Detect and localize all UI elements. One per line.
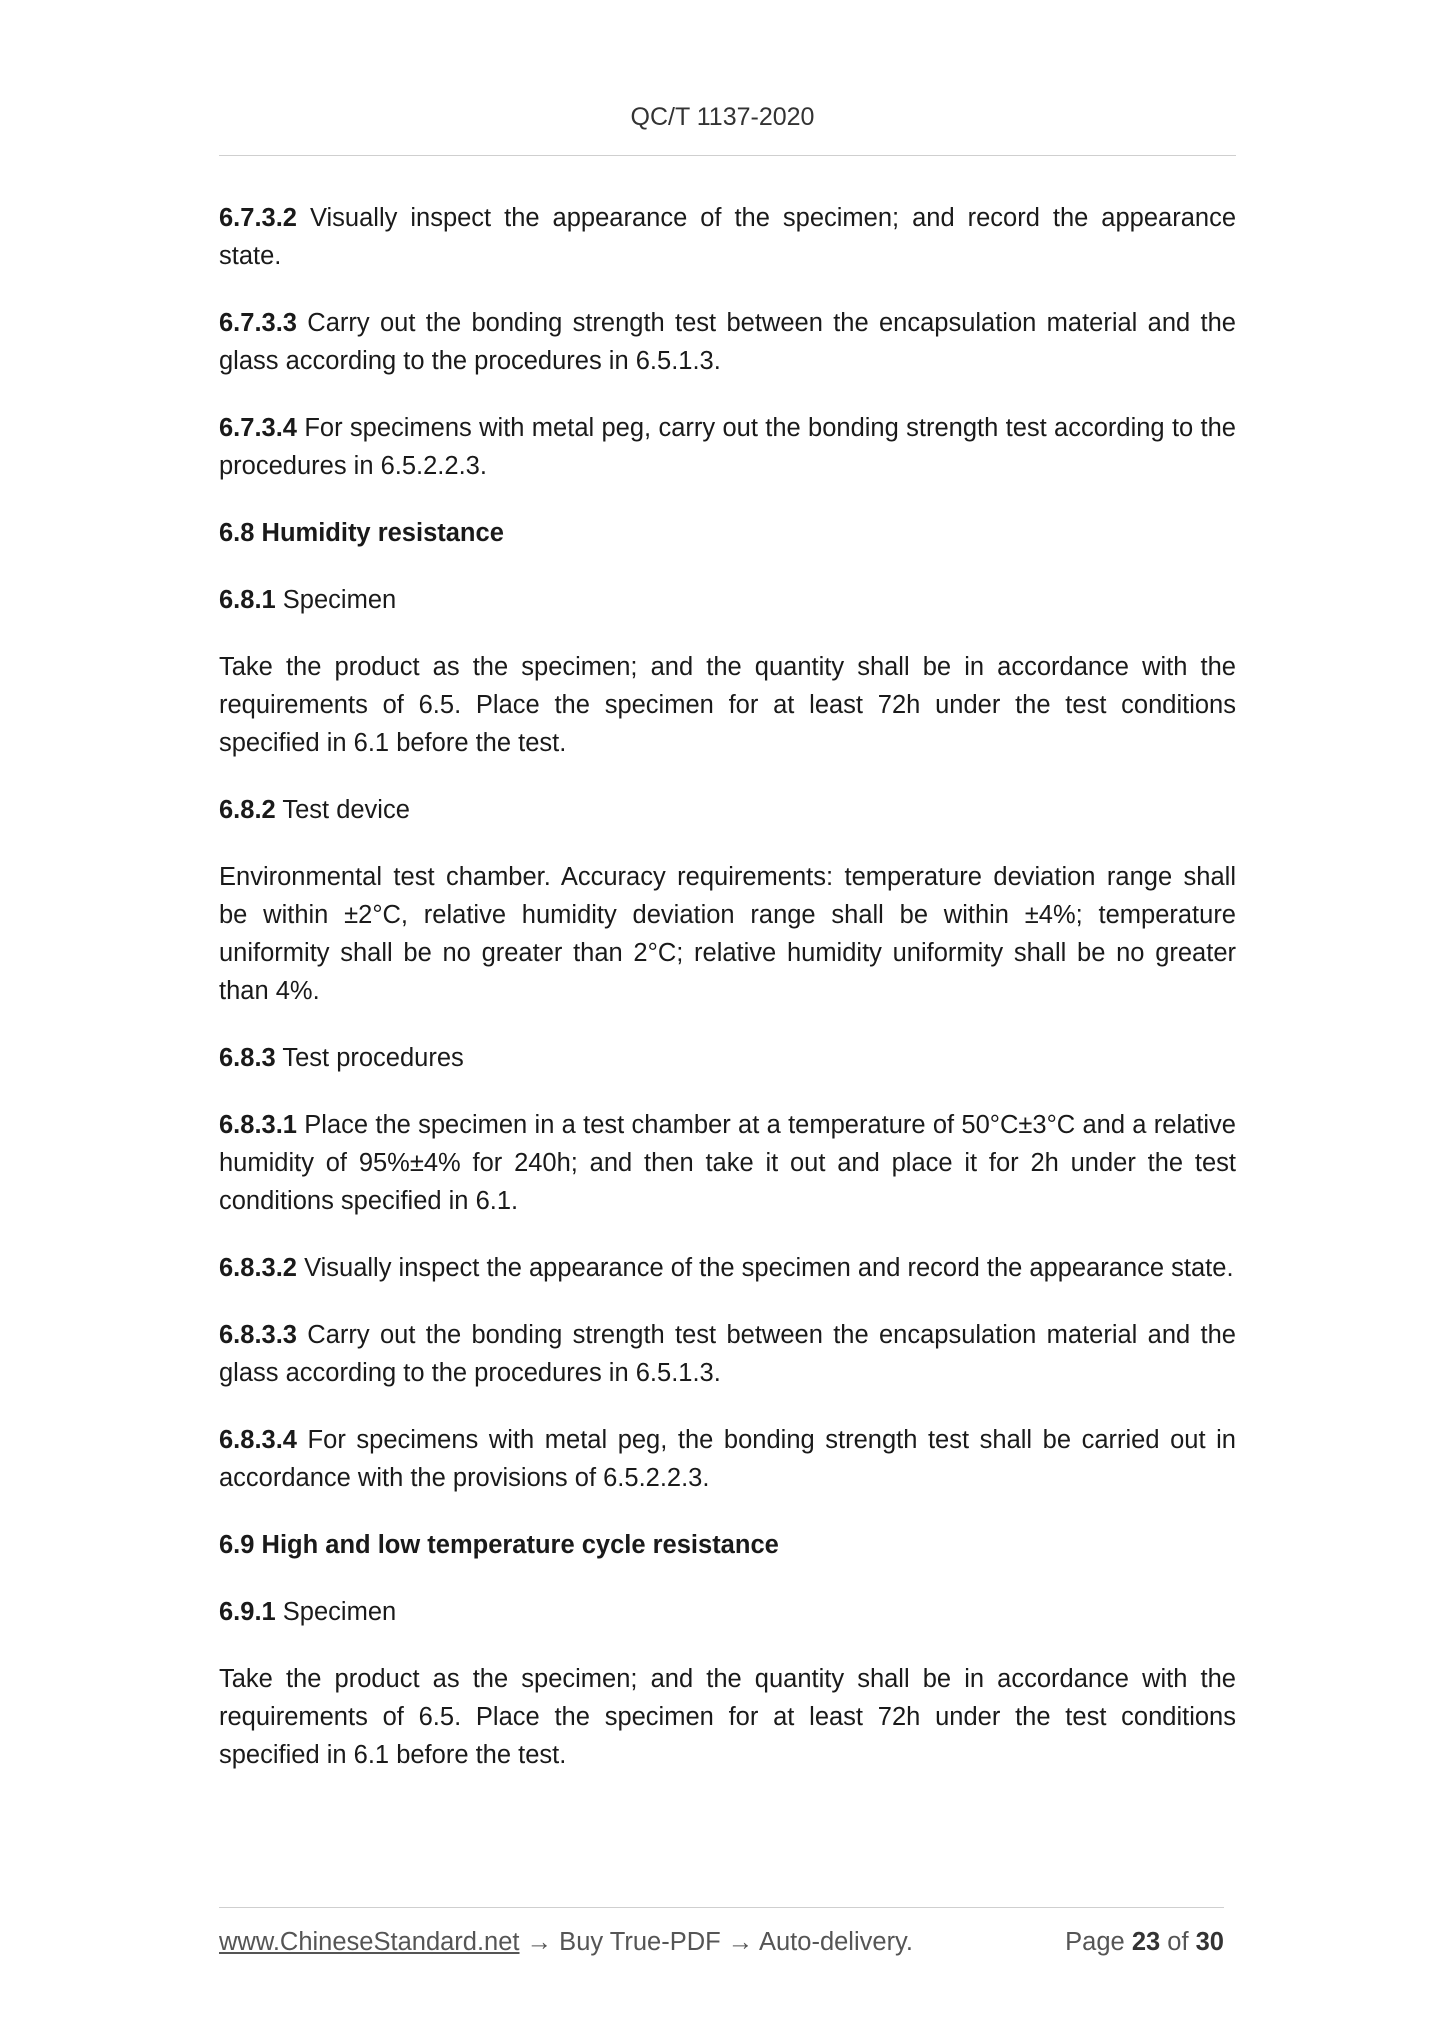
footer-divider [219, 1907, 1224, 1908]
clause-text: Specimen [275, 586, 397, 614]
clause-number: 6.7.3.3 [219, 309, 297, 337]
total-pages: 30 [1195, 1928, 1224, 1956]
page-prefix: Page [1065, 1928, 1132, 1956]
clause-number: 6.8.1 [219, 586, 276, 614]
clause-text: Take the product as the specimen; and the quantity shall be in accordance with the requirements of 6.5. Place the specimen for at least 72h under the test conditions specified in 6.1 before the test. [219, 653, 1236, 757]
clause-text: Specimen [275, 1598, 397, 1626]
clause-number: 6.8.3.3 [219, 1321, 297, 1349]
clause-number: 6.8.2 [219, 796, 276, 824]
clause-number: 6.7.3.4 [219, 414, 297, 442]
paragraph-6-7-3-4 [219, 409, 1236, 485]
footer-promo [219, 1928, 913, 1957]
section-heading-text: 6.9 High and low temperature cycle resistance [219, 1531, 779, 1559]
clause-number: 6.7.3.2 [219, 204, 297, 232]
clause-text: Carry out the bonding strength test between the encapsulation material and the glass according to the procedures in 6.5.1.3. [219, 1321, 1236, 1387]
paragraph-test-device [219, 858, 1236, 1010]
section-heading-6-9 [219, 1526, 1236, 1564]
clause-number: 6.8.3 [219, 1044, 276, 1072]
page-of: of [1160, 1928, 1196, 1956]
subheading-6-8-2 [219, 791, 1236, 829]
clause-text: Test procedures [275, 1044, 464, 1072]
subheading-6-9-1 [219, 1593, 1236, 1631]
paragraph-6-8-3-2 [219, 1249, 1236, 1287]
clause-text: Environmental test chamber. Accuracy requirements: temperature deviation range shall be within ±2°C, relative humidity deviation range shall be within ±4%; temperature uniformity shall be no greater than 2°C; relative humidity uniformity shall be no greater than 4%. [219, 863, 1236, 1005]
clause-number: 6.9.1 [219, 1598, 276, 1626]
clause-text: Visually inspect the appearance of the specimen and record the appearance state. [296, 1254, 1234, 1282]
clause-text: Carry out the bonding strength test between the encapsulation material and the glass according to the procedures in 6.5.1.3. [219, 309, 1236, 375]
website-link[interactable]: www.ChineseStandard.net [219, 1928, 520, 1956]
clause-text: Take the product as the specimen; and the quantity shall be in accordance with the requirements of 6.5. Place the specimen for at least 72h under the test conditions specified in 6.1 before the test. [219, 1665, 1236, 1769]
clause-number: 6.8.3.4 [219, 1426, 297, 1454]
clause-text: Test device [275, 796, 410, 824]
clause-text: For specimens with metal peg, the bonding strength test shall be carried out in accordance with the provisions of 6.5.2.2.3. [219, 1426, 1236, 1492]
clause-text: Place the specimen in a test chamber at a temperature of 50°C±3°C and a relative humidity of 95%±4% for 240h; and then take it out and place it for 2h under the test conditions specified in 6.1. [219, 1111, 1236, 1215]
paragraph-6-8-3-4 [219, 1421, 1236, 1497]
paragraph-6-7-3-3 [219, 304, 1236, 380]
section-heading-6-8 [219, 514, 1236, 552]
clause-text: For specimens with metal peg, carry out the bonding strength test according to the procedures in 6.5.2.2.3. [219, 414, 1236, 480]
clause-text: Visually inspect the appearance of the specimen; and record the appearance state. [219, 204, 1236, 270]
paragraph-6-8-3-3 [219, 1316, 1236, 1392]
document-body [219, 199, 1236, 1803]
subheading-6-8-1 [219, 581, 1236, 619]
section-heading-text: 6.8 Humidity resistance [219, 519, 504, 547]
subheading-6-8-3 [219, 1039, 1236, 1077]
page-number [1065, 1928, 1224, 1957]
paragraph-specimen-6-9 [219, 1660, 1236, 1774]
header-divider [219, 155, 1236, 156]
current-page: 23 [1131, 1928, 1161, 1956]
clause-number: 6.8.3.2 [219, 1254, 297, 1282]
footer-promo-text: → Buy True-PDF → Auto-delivery. [519, 1928, 913, 1956]
paragraph-specimen-6-8 [219, 648, 1236, 762]
paragraph-6-7-3-2 [219, 199, 1236, 275]
document-code-header: QC/T 1137-2020 [630, 103, 815, 131]
paragraph-6-8-3-1 [219, 1106, 1236, 1220]
clause-number: 6.8.3.1 [219, 1111, 297, 1139]
